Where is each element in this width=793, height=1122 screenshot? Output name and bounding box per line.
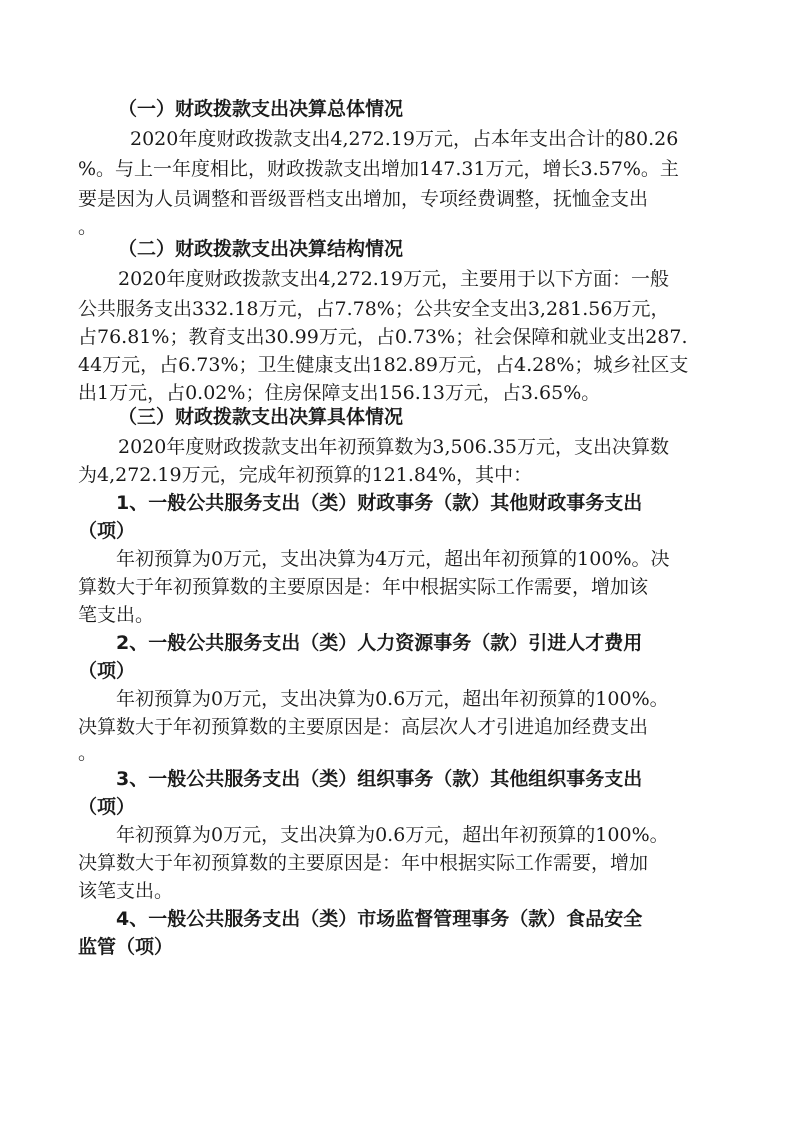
paragraph-line: 年初预算为0万元，支出决算为0.6万元，超出年初预算的100%。 (116, 688, 669, 710)
item-title: 监管（项） (78, 936, 174, 958)
section-heading: （二）财政拨款支出决算结构情况 (118, 238, 404, 260)
section-heading: （三）财政拨款支出决算具体情况 (118, 406, 404, 428)
paragraph-line: 决算数大于年初预算数的主要原因是：年中根据实际工作需要，增加 (78, 852, 649, 874)
paragraph-line: 要是因为人员调整和晋级晋档支出增加，专项经费调整，抚恤金支出 (78, 188, 649, 210)
paragraph-line: 出1万元，占0.02%；住房保障支出156.13万元，占3.65%。 (78, 382, 601, 404)
paragraph-line: 公共服务支出332.18万元，占7.78%；公共安全支出3,281.56万元， (78, 298, 670, 320)
paragraph-line: 。 (78, 742, 98, 764)
paragraph-line: %。与上一年度相比，财政拨款支出增加147.31万元，增长3.57%。主 (78, 158, 679, 180)
paragraph-line: 2020年度财政拨款支出4,272.19万元，占本年支出合计的80.26 (130, 128, 679, 150)
paragraph-line: 2020年度财政拨款支出4,272.19万元，主要用于以下方面：一般 (118, 268, 669, 290)
item-title: 1、一般公共服务支出（类）财政事务（款）其他财政事务支出 (116, 492, 643, 514)
paragraph-line: 44万元，占6.73%；卫生健康支出182.89万元，占4.28%；城乡社区支 (78, 354, 689, 376)
item-title: （项） (78, 796, 136, 818)
paragraph-line: 2020年度财政拨款支出年初预算数为3,506.35万元，支出决算数 (118, 436, 669, 458)
item-title: （项） (78, 520, 136, 542)
paragraph-line: 为4,272.19万元，完成年初预算的121.84%，其中： (78, 464, 533, 486)
paragraph-line: 算数大于年初预算数的主要原因是：年中根据实际工作需要，增加该 (78, 576, 649, 598)
item-title: （项） (78, 660, 136, 682)
paragraph-line: 年初预算为0万元，支出决算为0.6万元，超出年初预算的100%。 (116, 824, 669, 846)
paragraph-line: 该笔支出。 (78, 880, 174, 902)
item-title: 3、一般公共服务支出（类）组织事务（款）其他组织事务支出 (116, 768, 643, 790)
paragraph-line: 笔支出。 (78, 604, 155, 626)
paragraph-line: 决算数大于年初预算数的主要原因是：高层次人才引进追加经费支出 (78, 716, 649, 738)
paragraph-line: 占76.81%；教育支出30.99万元，占0.73%；社会保障和就业支出287. (78, 326, 688, 348)
item-title: 2、一般公共服务支出（类）人力资源事务（款）引进人才费用 (116, 632, 643, 654)
paragraph-line: 。 (78, 216, 98, 238)
item-title: 4、一般公共服务支出（类）市场监督管理事务（款）食品安全 (116, 908, 643, 930)
paragraph-line: 年初预算为0万元，支出决算为4万元，超出年初预算的100%。决 (116, 548, 670, 570)
section-heading: （一）财政拨款支出决算总体情况 (118, 98, 404, 120)
